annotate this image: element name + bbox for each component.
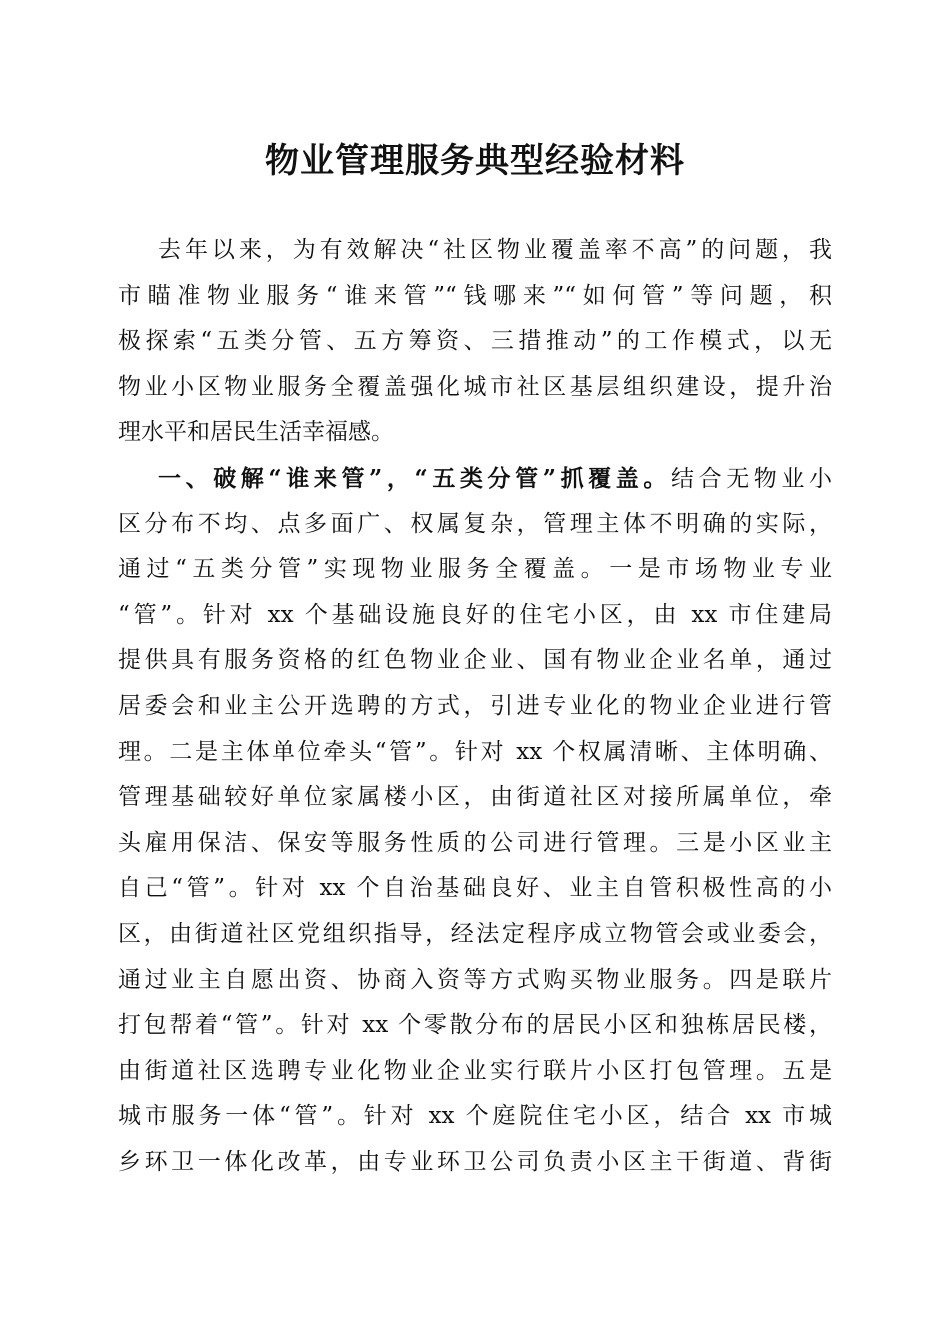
document-body: [118, 228, 832, 1185]
paragraph-line: 居委会和业主公开选聘的方式，引进专业化的物业企业进行管: [118, 692, 832, 719]
section-heading-line: [118, 456, 832, 502]
paragraph-line: 通过“五类分管”实现物业服务全覆盖。一是市场物业专业: [118, 556, 832, 583]
paragraph-line: 区，由街道社区党组织指导，经法定程序成立物管会或业委会，: [118, 920, 832, 947]
document-title: 物业管理服务典型经验材料: [265, 141, 685, 181]
paragraph-line: 管理基础较好单位家属楼小区，由街道社区对接所属单位，牵: [118, 784, 832, 811]
paragraph-line-rest: 结合无物业小: [670, 465, 832, 492]
paragraph-line: 由街道社区选聘专业化物业企业实行联片小区打包管理。五是: [118, 1057, 832, 1084]
paragraph-line: 物业小区物业服务全覆盖强化城市社区基层组织建设，提升治: [118, 373, 832, 400]
section-heading: 一、破解“谁来管”，“五类分管”抓覆盖。: [158, 464, 671, 492]
paragraph-line: 极探索“五类分管、五方筹资、三措推动”的工作模式，以无: [118, 328, 832, 355]
paragraph-line: 乡环卫一体化改革，由专业环卫公司负责小区主干街道、背街: [118, 1148, 832, 1175]
paragraph-line: 理。二是主体单位牵头“管”。针对 xx 个权属清晰、主体明确、: [118, 738, 832, 765]
paragraph-line: 头雇用保洁、保安等服务性质的公司进行管理。三是小区业主: [118, 829, 832, 856]
paragraph-line: 打包帮着“管”。针对 xx 个零散分布的居民小区和独栋居民楼，: [118, 1012, 832, 1039]
paragraph-line: 通过业主自愿出资、协商入资等方式购买物业服务。四是联片: [118, 966, 832, 993]
paragraph-line: 市瞄准物业服务“谁来管”“钱哪来”“如何管”等问题，积: [118, 282, 832, 309]
paragraph-line: 去年以来，为有效解决“社区物业覆盖率不高”的问题，我: [158, 237, 832, 263]
paragraph-line: 自己“管”。针对 xx 个自治基础良好、业主自管积极性高的小: [118, 875, 832, 902]
paragraph-line: “管”。针对 xx 个基础设施良好的住宅小区，由 xx 市住建局: [118, 601, 832, 628]
paragraph-line: 区分布不均、点多面广、权属复杂，管理主体不明确的实际，: [118, 510, 832, 537]
paragraph-line: 理水平和居民生活幸福感。: [118, 419, 394, 446]
paragraph-line: 提供具有服务资格的红色物业企业、国有物业企业名单，通过: [118, 647, 832, 674]
paragraph-line: 城市服务一体“管”。针对 xx 个庭院住宅小区，结合 xx 市城: [118, 1103, 832, 1130]
